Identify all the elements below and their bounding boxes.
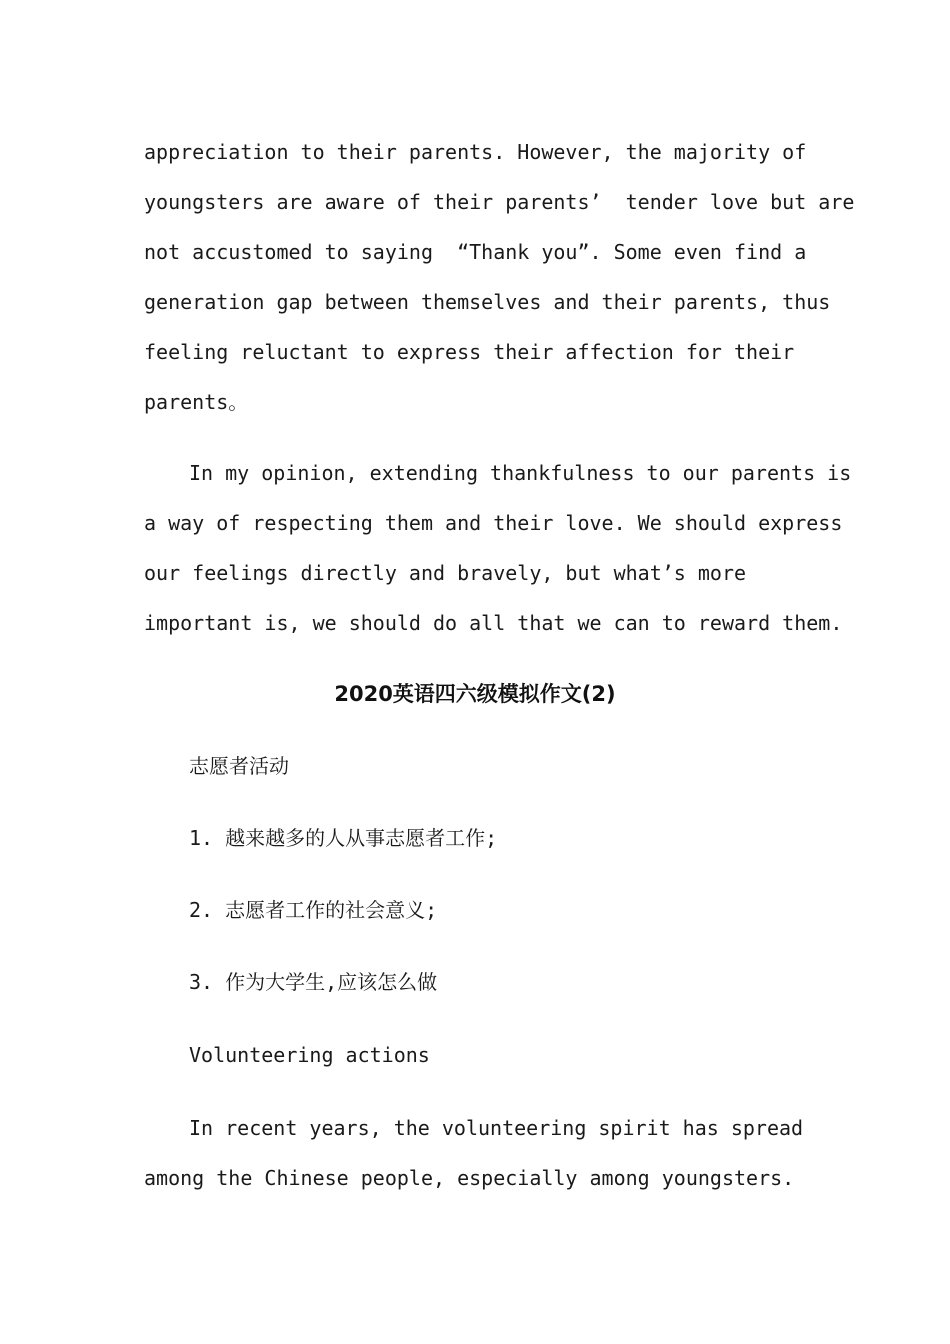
outline-item: 2. 志愿者工作的社会意义; xyxy=(189,898,438,922)
paragraph-line: In recent years, the volunteering spirit has spread xyxy=(189,1116,804,1140)
outline-item: 1. 越来越多的人从事志愿者工作; xyxy=(189,826,498,850)
paragraph-line: feeling reluctant to express their affection for their xyxy=(144,340,795,364)
paragraph-line: parents。 xyxy=(144,390,249,414)
essay-title: Volunteering actions xyxy=(189,1043,430,1067)
paragraph-line: not accustomed to saying “Thank you”. Some even find a xyxy=(144,240,807,264)
outline-item: 3. 作为大学生,应该怎么做 xyxy=(189,970,438,994)
paragraph-line: generation gap between themselves and their parents, thus xyxy=(144,290,831,314)
paragraph-line: a way of respecting them and their love. We should express xyxy=(144,511,843,535)
paragraph-line: our feelings directly and bravely, but what’s more xyxy=(144,561,747,585)
paragraph-line: In my opinion, extending thankfulness to our parents is xyxy=(189,461,852,485)
paragraph-line: youngsters are aware of their parents’ tender love but are xyxy=(144,190,855,214)
paragraph-line: important is, we should do all that we can to reward them. xyxy=(144,611,843,635)
paragraph-line: among the Chinese people, especially among youngsters. xyxy=(144,1166,795,1190)
topic-title: 志愿者活动 xyxy=(189,754,289,778)
section-heading: 2020英语四六级模拟作文(2) xyxy=(334,682,616,706)
paragraph-line: appreciation to their parents. However, the majority of xyxy=(144,140,807,164)
